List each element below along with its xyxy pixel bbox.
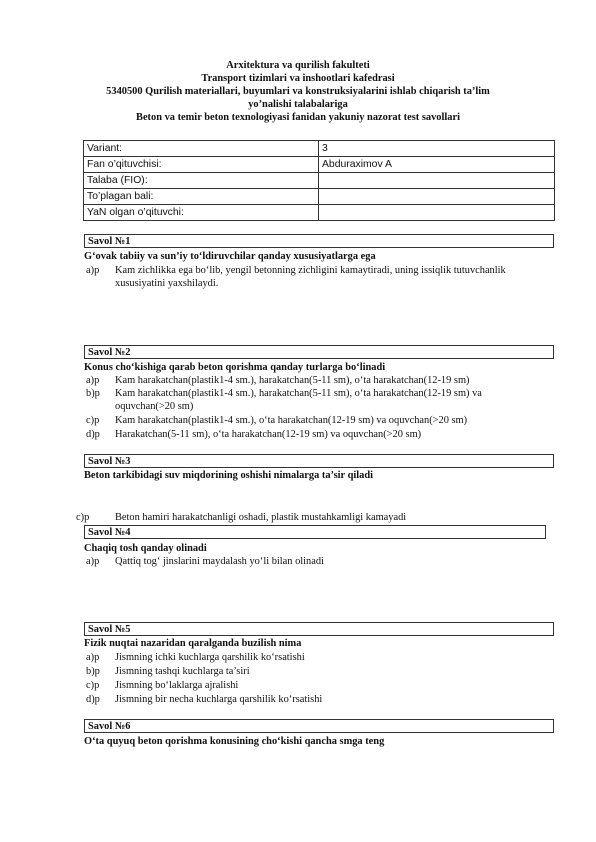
option-text: Jismning bo‘laklarga ajralishi — [115, 680, 239, 691]
option-text: Jismning tashqi kuchlarga ta’siri — [115, 666, 250, 677]
info-row-examiner — [84, 205, 555, 221]
question-text: Konus cho‘kishiga qarab beton qorishma qanday turlarga bo‘linadi — [84, 362, 386, 373]
info-row-score — [84, 189, 555, 205]
info-value: Abduraximov A — [319, 157, 555, 173]
info-label: Fan o’qituvchisi: — [84, 157, 319, 173]
answer-option[interactable] — [86, 555, 541, 568]
option-label: a)p — [86, 375, 100, 386]
question-text: G‘ovak tabiiy va sun’iy to‘ldiruvchilar qanday xususiyatlarga ega — [84, 251, 376, 262]
question-header: Savol №5 — [84, 622, 554, 636]
answer-option[interactable] — [86, 387, 541, 413]
faculty-title: Arxitektura va qurilish fakulteti — [226, 60, 370, 71]
option-text: Beton hamiri harakatchanligi oshadi, plastik mustahkamligi kamayadi — [115, 512, 407, 523]
question-text: O‘ta quyuq beton qorishma konusining cho‘kishi qancha smga teng — [84, 736, 385, 747]
answer-option[interactable] — [86, 374, 541, 387]
department-title: Transport tizimlari va inshootlari kafedrasi — [201, 73, 395, 84]
question-text: Beton tarkibidagi suv miqdorining oshishi nimalarga ta’sir qiladi — [84, 470, 373, 481]
option-label: a)p — [86, 265, 100, 276]
option-text: Harakatchan(5-11 sm), o‘ta harakatchan(12-19 sm) va oquvchan(>20 sm) — [115, 429, 422, 440]
answer-option[interactable] — [86, 651, 541, 664]
option-text: Kam harakatchan(plastik1-4 sm.), harakatchan(5-11 sm), o‘ta harakatchan(12-19 sm) va oquvchan(>20 sm) — [115, 388, 482, 412]
info-value[interactable] — [319, 205, 555, 221]
answer-option[interactable] — [86, 693, 541, 706]
option-label: b)p — [86, 388, 100, 399]
question-header: Savol №2 — [84, 345, 554, 359]
specialty-title-cont: yo’nalishi talabalariga — [248, 99, 348, 110]
answer-option[interactable] — [76, 511, 531, 524]
question-header: Savol №3 — [84, 454, 554, 468]
test-title: Beton va temir beton texnologiyasi fanidan yakuniy nazorat test savollari — [136, 112, 460, 123]
option-text: Jismning ichki kuchlarga qarshilik ko‘rsatishi — [115, 652, 305, 663]
info-row-teacher — [84, 157, 555, 173]
specialty-title: 5340500 Qurilish materiallari, buyumlari va konstruksiyalarini ishlab chiqarish ta’lim — [106, 86, 490, 97]
question-header: Savol №4 — [84, 525, 546, 539]
question-text: Fizik nuqtai nazaridan qaralganda buzilish nima — [84, 638, 302, 649]
option-text: Qattiq tog‘ jinslarini maydalash yo‘li bilan olinadi — [115, 556, 324, 567]
info-table — [83, 140, 555, 221]
option-label: b)p — [86, 666, 100, 677]
info-value: 3 — [319, 141, 555, 157]
option-label: c)p — [86, 680, 100, 691]
answer-option[interactable] — [86, 428, 541, 441]
info-row-student — [84, 173, 555, 189]
answer-option[interactable] — [86, 414, 541, 427]
option-text: Kam zichlikka ega bo‘lib, yengil betonning zichligini kamaytiradi, uning issiqlik tutuvchanlik xususiyatini yaxshilaydi. — [115, 265, 506, 289]
info-label: YaN olgan o’qituvchi: — [84, 205, 319, 221]
info-label: Talaba (FIO): — [84, 173, 319, 189]
option-label: c)p — [86, 415, 100, 426]
option-text: Kam harakatchan(plastik1-4 sm.), o‘ta harakatchan(12-19 sm) va oquvchan(>20 sm) — [115, 415, 468, 426]
option-text: Kam harakatchan(plastik1-4 sm.), harakatchan(5-11 sm), o‘ta harakatchan(12-19 sm) — [115, 375, 470, 386]
option-text: Jismning bir necha kuchlarga qarshilik ko‘rsatishi — [115, 694, 323, 705]
question-header: Savol №1 — [84, 234, 554, 248]
option-label: a)p — [86, 556, 100, 567]
option-label: d)p — [86, 429, 100, 440]
info-label: Variant: — [84, 141, 319, 157]
option-label: a)p — [86, 652, 100, 663]
info-row-variant — [84, 141, 555, 157]
answer-option[interactable] — [86, 264, 541, 290]
info-value[interactable] — [319, 189, 555, 205]
option-label: d)p — [86, 694, 100, 705]
option-label: c)p — [76, 512, 90, 523]
question-text: Chaqiq tosh qanday olinadi — [84, 543, 207, 554]
answer-option[interactable] — [86, 679, 541, 692]
info-value[interactable] — [319, 173, 555, 189]
question-header: Savol №6 — [84, 719, 554, 733]
answer-option[interactable] — [86, 665, 541, 678]
info-label: To’plagan bali: — [84, 189, 319, 205]
